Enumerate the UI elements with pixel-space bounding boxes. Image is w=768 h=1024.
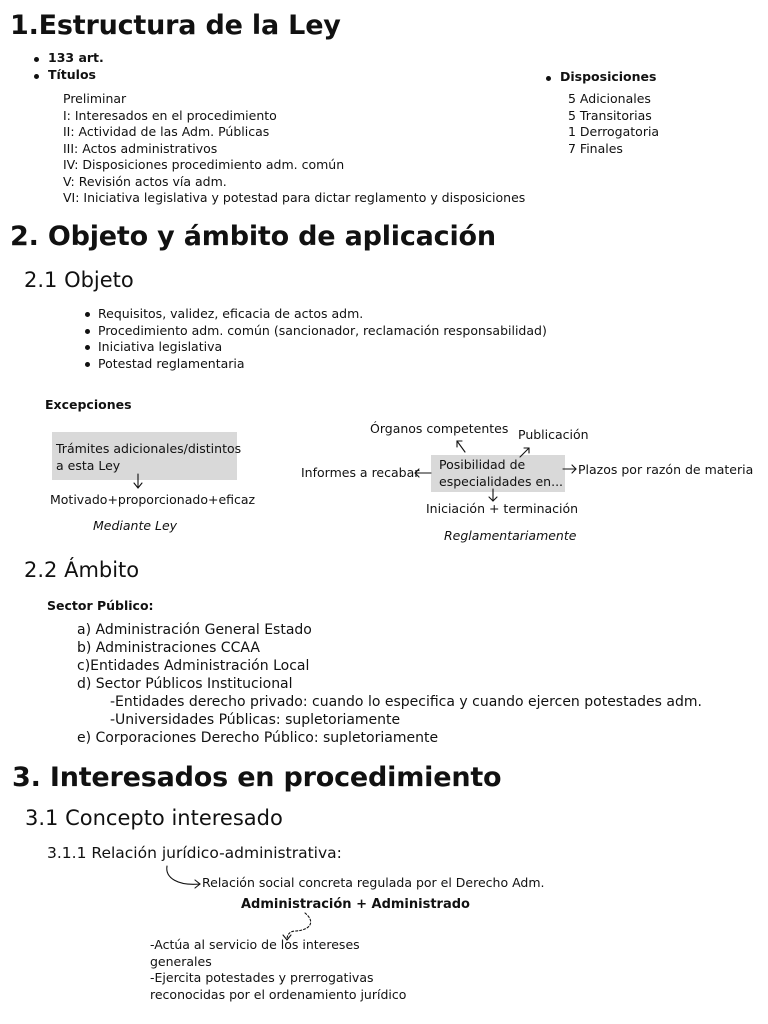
objeto-item: Requisitos, validez, eficacia de actos adm. (84, 306, 547, 323)
arrow-right-icon (563, 465, 576, 473)
note-line: reconocidas por el ordenamiento jurídico (150, 986, 407, 1002)
curved-arrow-icon (167, 866, 200, 888)
arrow-down-icon (134, 474, 142, 488)
disposicion-item: 5 Adicionales (568, 91, 651, 106)
sector-item: b) Administraciones CCAA (77, 640, 260, 656)
section-3-title: 3. Interesados en procedimiento (12, 762, 502, 793)
titulo-item: III: Actos administrativos (63, 140, 218, 156)
objeto-item: Procedimiento adm. común (sancionador, reclamación responsabilidad) (84, 323, 547, 340)
left-box-line: a esta Ley (56, 457, 121, 473)
arrow-left-icon (415, 469, 431, 477)
section-2-title: 2. Objeto y ámbito de aplicación (10, 221, 496, 252)
relacion-description: Relación social concreta regulada por el Derecho Adm. (202, 875, 545, 890)
objeto-item: Potestad reglamentaria (84, 356, 547, 373)
note-line: generales (150, 953, 212, 969)
plazos-label: Plazos por razón de materia (578, 462, 754, 477)
sector-sub-item: -Universidades Públicas: supletoriamente (110, 712, 401, 728)
sector-item: e) Corporaciones Derecho Público: supletoriamente (77, 730, 439, 746)
objeto-title: 2.1 Objeto (24, 268, 134, 292)
articles-count: 133 art. (48, 50, 104, 65)
left-result: Motivado+proporcionado+eficaz (50, 492, 256, 507)
arrow-up-right-icon (520, 448, 529, 457)
section-1-title: 1.Estructura de la Ley (10, 10, 341, 41)
right-caption: Reglamentariamente (444, 528, 577, 543)
concepto-title: 3.1 Concepto interesado (25, 806, 283, 830)
center-box-line: especialidades en... (439, 473, 564, 489)
left-caption: Mediante Ley (93, 518, 178, 533)
disposicion-item: 7 Finales (568, 140, 623, 156)
titulo-item: II: Actividad de las Adm. Públicas (63, 124, 270, 139)
iniciacion-label: Iniciación + terminación (426, 501, 579, 516)
publicacion-label: Publicación (518, 427, 589, 442)
excepciones-label: Excepciones (45, 397, 132, 412)
admin-pair: Administración + Administrado (241, 897, 470, 912)
disposiciones-label: Disposiciones (560, 69, 657, 84)
titulo-item: IV: Disposiciones procedimiento adm. común (63, 157, 345, 172)
sector-item: d) Sector Públicos Institucional (77, 676, 293, 692)
sector-label: Sector Público: (47, 598, 154, 613)
admin-notes (150, 937, 406, 1003)
left-box-line: Trámites adicionales/distintos (56, 441, 242, 456)
titulo-item: V: Revisión actos vía adm. (63, 173, 227, 189)
note-line: -Actúa al servicio de los intereses (150, 937, 360, 952)
relacion-title: 3.1.1 Relación jurídico-administrativa: (47, 844, 342, 862)
sector-item: a) Administración General Estado (77, 622, 312, 638)
titulos-label: Títulos (48, 67, 96, 82)
center-box-line: Posibilidad de (439, 457, 526, 472)
arrow-up-left-icon (457, 441, 465, 452)
titulo-item: VI: Iniciativa legislativa y potestad para dictar reglamento y disposiciones (63, 190, 526, 205)
objeto-item: Iniciativa legislativa (84, 339, 547, 356)
sector-item: c)Entidades Administración Local (77, 658, 310, 674)
arrow-down-icon (489, 489, 497, 501)
titulo-item: Preliminar (63, 91, 127, 106)
disposicion-item: 5 Transitorias (568, 107, 652, 123)
informes-label: Informes a recabar (301, 465, 420, 480)
note-line: -Ejercita potestades y prerrogativas (150, 970, 374, 985)
sector-list (77, 621, 702, 747)
sector-sub-item: -Entidades derecho privado: cuando lo especifica y cuando ejercen potestades adm. (110, 694, 702, 710)
titulo-item: I: Interesados en el procedimiento (63, 107, 277, 123)
organos-label: Órganos competentes (370, 421, 509, 436)
ambito-title: 2.2 Ámbito (24, 558, 140, 582)
disposicion-item: 1 Derrogatoria (568, 124, 660, 139)
